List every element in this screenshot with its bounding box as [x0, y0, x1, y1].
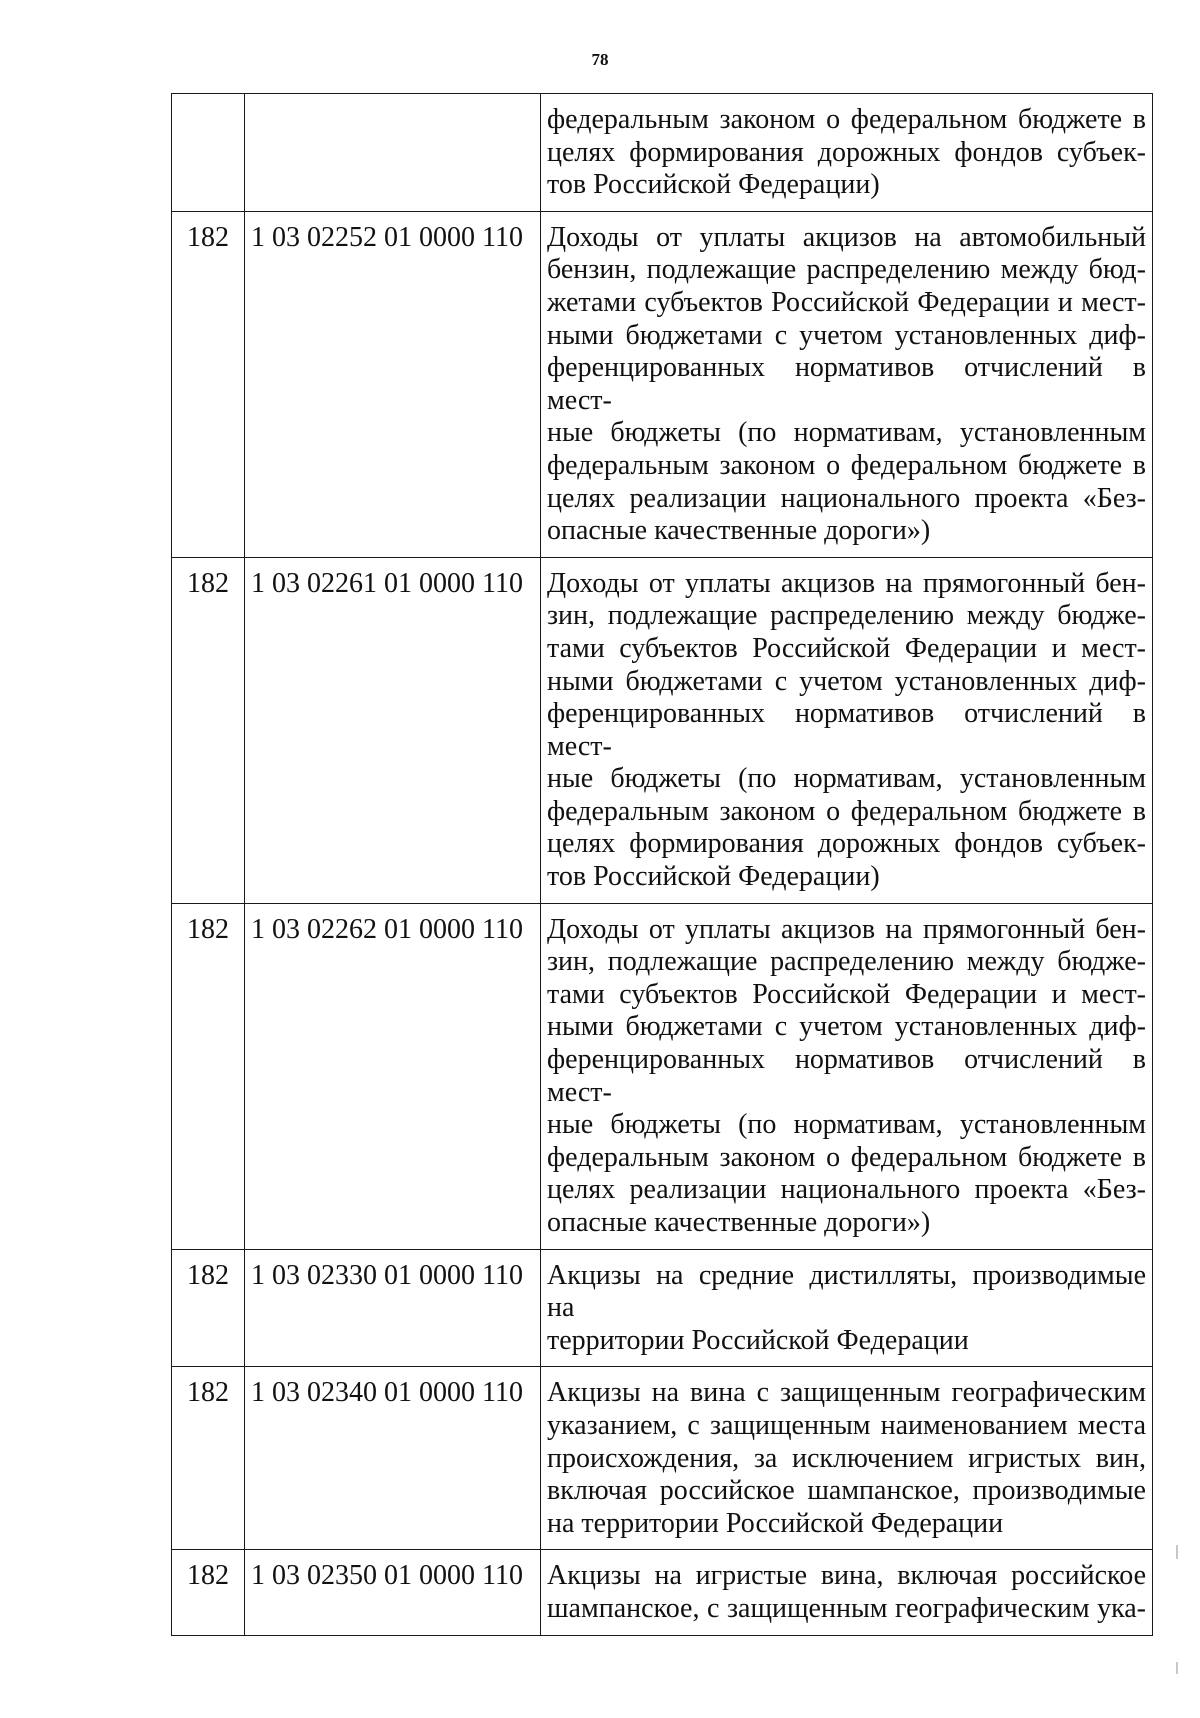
description-line: ными бюджетами с учетом установленных диф- — [547, 319, 1146, 351]
description-line: тами субъектов Российской Федерации и мест- — [547, 978, 1146, 1010]
description-line: зин, подлежащие распределению между бюдже- — [547, 600, 1146, 632]
description-line: целях реализации национального проекта «Без- — [547, 1174, 1146, 1206]
scan-edge-mark — [1176, 1662, 1178, 1674]
admin-code-cell: 182 — [172, 1249, 245, 1367]
admin-code-cell: 182 — [172, 903, 245, 1249]
table-row — [172, 557, 1153, 903]
description-line: тов Российской Федерации) — [547, 169, 880, 201]
description-line: Доходы от уплаты акцизов на прямогонный бен- — [547, 913, 1146, 945]
page-number: 78 — [591, 50, 609, 69]
description-line: Акцизы на средние дистилляты, производимые на — [547, 1259, 1146, 1324]
description-cell — [541, 1367, 1153, 1550]
description-line: Акцизы на вина с защищенным географическим — [547, 1377, 1146, 1409]
description-line: ные бюджеты (по нормативам, установленным — [547, 1109, 1146, 1141]
description-line: федеральным законом о федеральном бюджете в — [547, 1141, 1146, 1173]
table-row — [172, 94, 1153, 212]
description-line: ные бюджеты (по нормативам, установленным — [547, 417, 1146, 449]
admin-code-cell: 182 — [172, 557, 245, 903]
description-line: целях реализации национального проекта «Без- — [547, 482, 1146, 514]
classification-code-cell: 1 03 02350 01 0000 110 — [245, 1550, 541, 1635]
classification-code-cell: 1 03 02252 01 0000 110 — [245, 211, 541, 557]
classification-code-cell: 1 03 02261 01 0000 110 — [245, 557, 541, 903]
table-row — [172, 1367, 1153, 1550]
table-row — [172, 1249, 1153, 1367]
description-line: тами субъектов Российской Федерации и мест- — [547, 632, 1146, 664]
admin-code-cell: 182 — [172, 1367, 245, 1550]
admin-code-cell — [172, 94, 245, 212]
classification-code-cell: 1 03 02262 01 0000 110 — [245, 903, 541, 1249]
admin-code-cell: 182 — [172, 1550, 245, 1635]
description-cell — [541, 903, 1153, 1249]
description-line: федеральным законом о федеральном бюджете в — [547, 449, 1146, 481]
description-line: ференцированных нормативов отчислений в мест- — [547, 698, 1146, 762]
classification-code-cell: 1 03 02340 01 0000 110 — [245, 1367, 541, 1550]
description-line: Доходы от уплаты акцизов на прямогонный бен- — [547, 567, 1146, 599]
description-line: шампанское, с защищенным географическим ука- — [547, 1592, 1146, 1624]
budget-classification-table — [171, 93, 1153, 1636]
description-line: ференцированных нормативов отчислений в мест- — [547, 1044, 1146, 1108]
classification-code-cell — [245, 94, 541, 212]
description-line: опасные качественные дороги») — [547, 1207, 931, 1238]
description-line: ференцированных нормативов отчислений в мест- — [547, 352, 1146, 416]
description-line: ными бюджетами с учетом установленных диф- — [547, 1011, 1146, 1043]
description-line: происхождения, за исключением игристых вин, — [547, 1442, 1146, 1474]
description-line: Доходы от уплаты акцизов на автомобильный — [547, 221, 1146, 253]
description-line: жетами субъектов Российской Федерации и мест- — [547, 286, 1146, 318]
description-cell — [541, 211, 1153, 557]
description-line: включая российское шампанское, производимые — [547, 1475, 1146, 1507]
description-cell — [541, 557, 1153, 903]
description-line: бензин, подлежащие распределению между бюд- — [547, 254, 1146, 286]
description-line: целях формирования дорожных фондов субъек- — [547, 136, 1146, 168]
description-line: федеральным законом о федеральном бюджете в — [547, 795, 1146, 827]
description-line: ные бюджеты (по нормативам, установленным — [547, 763, 1146, 795]
scan-edge-mark — [1176, 1545, 1178, 1559]
description-line: на территории Российской Федерации — [547, 1507, 1004, 1539]
table-row — [172, 903, 1153, 1249]
description-cell — [541, 1550, 1153, 1635]
table-row — [172, 211, 1153, 557]
description-line: территории Российской Федерации — [547, 1324, 969, 1356]
description-line: федеральным законом о федеральном бюджете в — [547, 104, 1146, 135]
description-line: опасные качественные дороги») — [547, 515, 931, 547]
description-line: целях формирования дорожных фондов субъек- — [547, 828, 1146, 860]
description-line: ными бюджетами с учетом установленных диф- — [547, 665, 1146, 697]
description-cell — [541, 94, 1153, 212]
classification-code-cell: 1 03 02330 01 0000 110 — [245, 1249, 541, 1367]
description-line: Акцизы на игристые вина, включая российское — [547, 1560, 1146, 1592]
table-row — [172, 1550, 1153, 1635]
description-line: тов Российской Федерации) — [547, 861, 880, 893]
description-line: зин, подлежащие распределению между бюдже- — [547, 946, 1146, 978]
admin-code-cell: 182 — [172, 211, 245, 557]
description-line: указанием, с защищенным наименованием места — [547, 1409, 1146, 1441]
description-cell — [541, 1249, 1153, 1367]
